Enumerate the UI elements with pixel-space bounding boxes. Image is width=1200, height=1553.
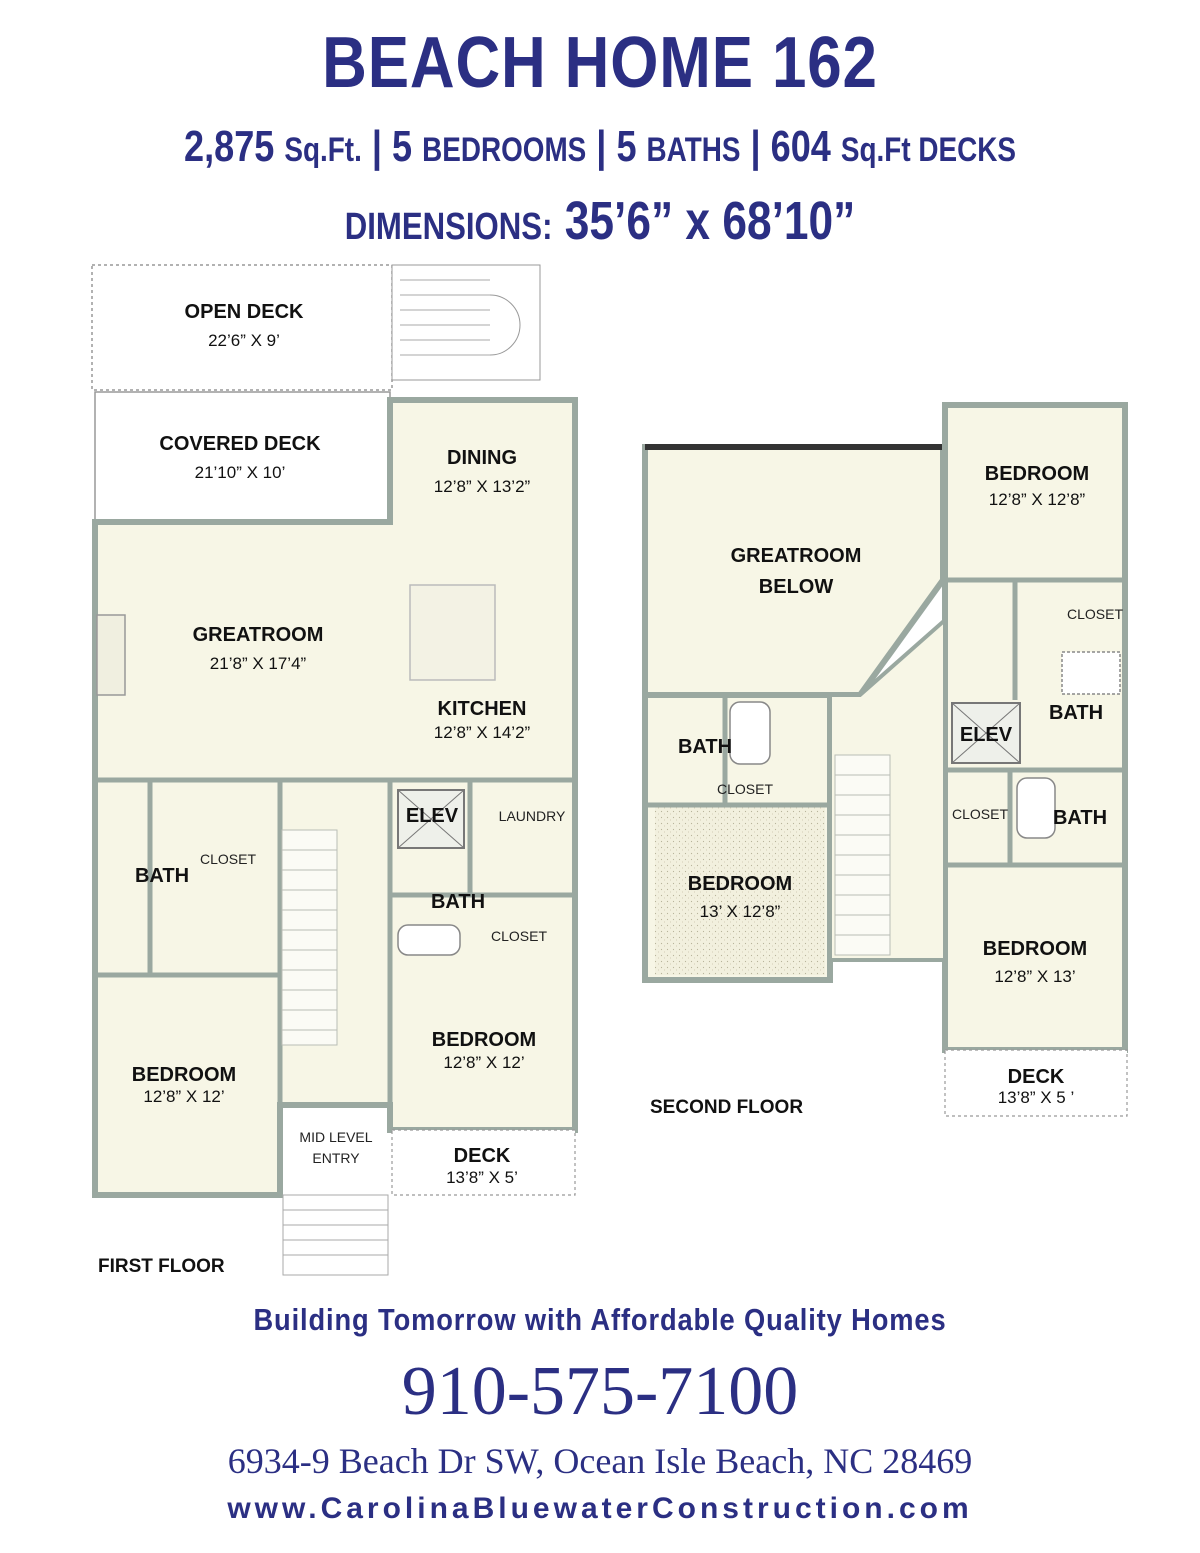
covered-deck-label: COVERED DECK: [159, 433, 321, 455]
bath-left-label: BATH: [134, 865, 190, 887]
second-floor-label: SECOND FLOOR: [650, 1097, 804, 1118]
bedroom-bottom-size: 12’8” X 13’: [994, 967, 1076, 986]
kitchen-size: 12’8” X 14’2”: [433, 723, 531, 742]
bedroom-left-size: 13’ X 12’8”: [699, 902, 781, 921]
dimensions-value: 35’6” x 68’10”: [564, 191, 856, 251]
baths-label: BATHS: [646, 131, 741, 169]
covered-deck-area: [95, 392, 390, 522]
open-deck-area: [92, 265, 392, 390]
bath-mid-label: BATH: [1052, 807, 1108, 829]
mid-level-entry-line2: ENTRY: [312, 1150, 360, 1166]
dining-label: DINING: [447, 447, 517, 469]
closet-center-label: CLOSET: [490, 928, 548, 944]
upper-elev-label: ELEV: [959, 724, 1013, 746]
separator: |: [596, 122, 607, 171]
second-floor-plan: [645, 405, 1127, 1118]
separator: |: [371, 122, 382, 171]
deck-label: DECK: [453, 1145, 511, 1167]
upper-bathtub-left: [730, 702, 770, 764]
upper-deck-size: 13’8” X 5 ’: [997, 1088, 1075, 1107]
upper-deck-label: DECK: [1007, 1066, 1065, 1088]
greatroom-below-line1: GREATROOM: [730, 545, 862, 567]
fireplace: [97, 615, 125, 695]
bedroom-bottom-label: BEDROOM: [982, 938, 1088, 960]
bath-left-label: BATH: [677, 736, 733, 758]
website-link[interactable]: www.CarolinaBluewaterConstruction.com: [227, 1492, 973, 1525]
bedroom-right-label: BEDROOM: [431, 1029, 537, 1051]
closet-left-label: CLOSET: [716, 781, 774, 797]
closet-left-label: CLOSET: [199, 851, 257, 867]
bedroom-left-label: BEDROOM: [131, 1064, 237, 1086]
covered-deck-size: 21’10” X 10’: [194, 463, 286, 482]
interior-stairs: [282, 830, 337, 1045]
elev-label: ELEV: [405, 805, 459, 827]
dining-size: 12’8” X 13’2”: [433, 477, 531, 496]
bedroom-top-size: 12’8” X 12’8”: [988, 490, 1086, 509]
kitchen-island: [410, 585, 495, 680]
bedroom-left-label: BEDROOM: [687, 873, 793, 895]
phone-number: 910-575-7100: [401, 1353, 799, 1430]
upper-bathtub-mid: [1017, 778, 1055, 838]
bedroom-top-label: BEDROOM: [984, 463, 1090, 485]
plan-title: BEACH HOME 162: [322, 23, 878, 103]
closet-mid-label: CLOSET: [951, 806, 1009, 822]
first-floor-label: FIRST FLOOR: [98, 1256, 225, 1277]
closet-top-label: CLOSET: [1066, 606, 1124, 622]
decks-label: Sq.Ft DECKS: [840, 131, 1016, 169]
bedrooms-label: BEDROOMS: [422, 131, 587, 169]
upper-stairs: [835, 755, 890, 955]
bedroom-right-size: 12’8” X 12’: [443, 1053, 525, 1072]
bathtub: [398, 925, 460, 955]
bedrooms-value: 5: [391, 122, 413, 171]
greatroom-size: 21’8” X 17’4”: [209, 654, 307, 673]
open-deck-size: 22’6” X 9’: [208, 331, 280, 350]
bedroom-left-size: 12’8” X 12’: [143, 1087, 225, 1106]
laundry-label: LAUNDRY: [498, 808, 566, 824]
sqft-unit: Sq.Ft.: [284, 131, 362, 169]
sqft-value: 2,875: [184, 122, 275, 171]
tagline: Building Tomorrow with Affordable Quality Homes: [253, 1302, 947, 1337]
kitchen-label: KITCHEN: [437, 698, 527, 720]
decks-value: 604: [770, 122, 831, 171]
first-floor-plan: [92, 265, 575, 1277]
open-deck-label: OPEN DECK: [184, 301, 304, 323]
mid-level-entry-line1: MID LEVEL: [299, 1129, 373, 1145]
bath-center-label: BATH: [430, 891, 486, 913]
greatroom-below-line2: BELOW: [758, 576, 834, 598]
deck-size: 13’8” X 5’: [446, 1168, 518, 1187]
upper-shower: [1062, 652, 1120, 694]
address: 6934-9 Beach Dr SW, Ocean Isle Beach, NC 28469: [227, 1441, 973, 1481]
dimensions-label: DIMENSIONS:: [344, 206, 553, 248]
entry-steps: [283, 1195, 388, 1275]
greatroom-below-area: [645, 447, 943, 695]
baths-value: 5: [616, 122, 637, 171]
bath-right-label: BATH: [1048, 702, 1104, 724]
separator: |: [750, 122, 761, 171]
greatroom-label: GREATROOM: [192, 624, 324, 646]
exterior-stairs: [392, 265, 540, 380]
